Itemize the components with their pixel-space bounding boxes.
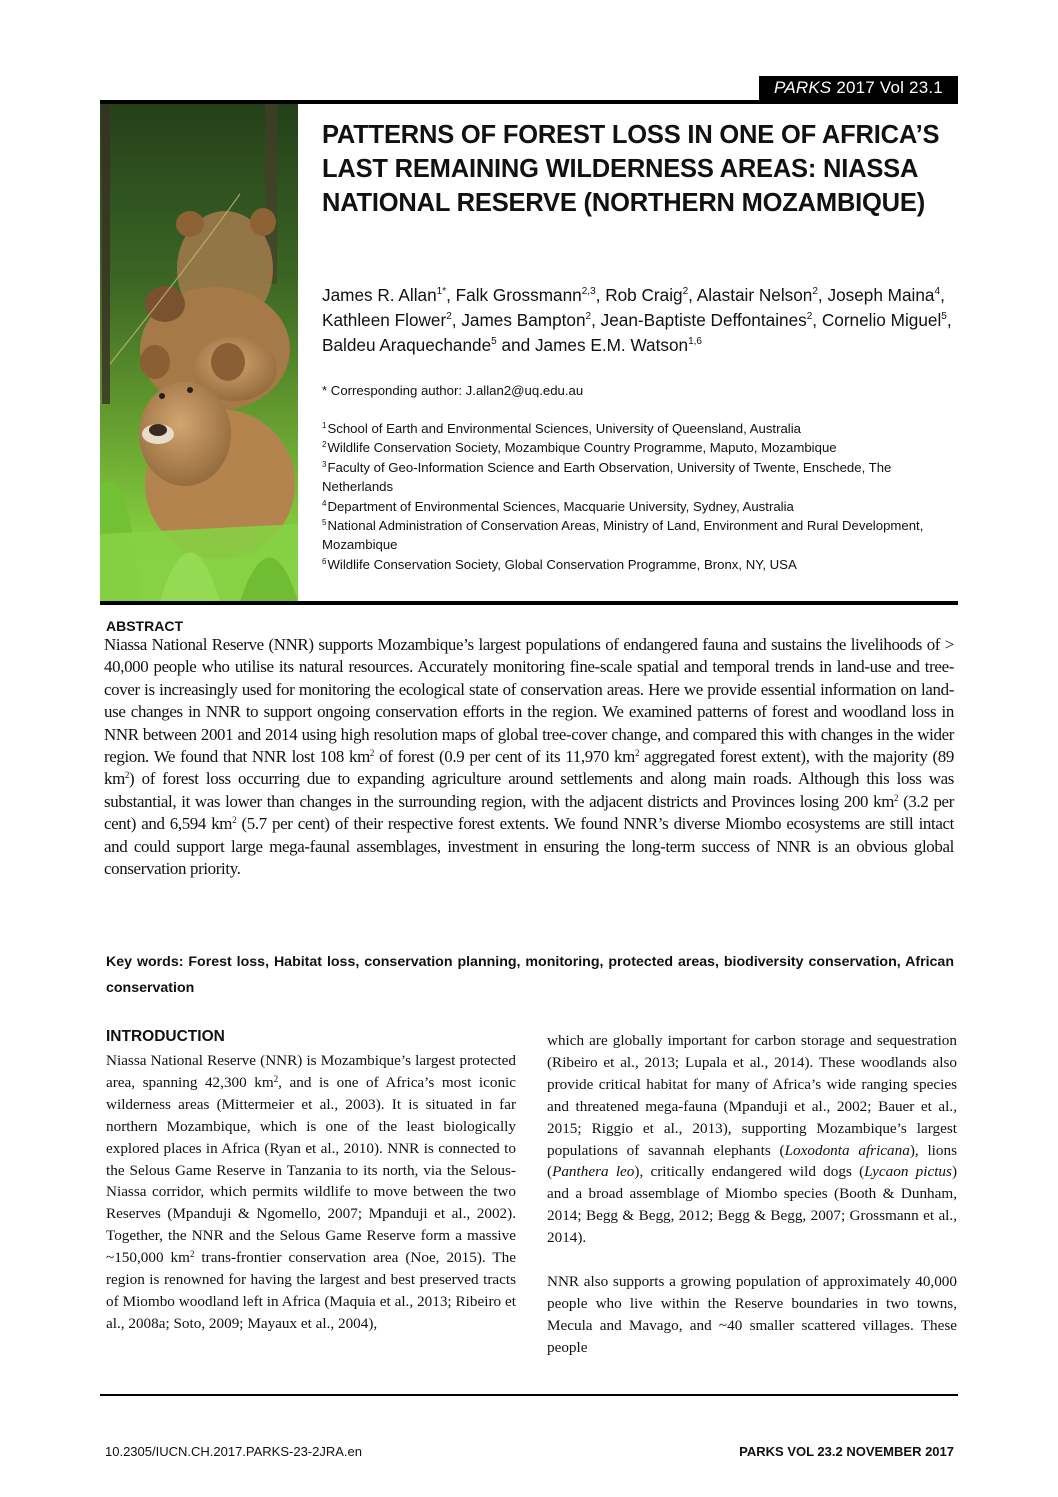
text-run: which are globally important for carbon storage and sequestration (Ribeiro et al., 2013; Lupala et al., 2014). These woodlands also provide critical habitat for many of Africa’s wide ranging species and threatened mega-fauna (Mpanduji et al., 2002; Bauer et al., 2015; Riggio et al., 2013), supporting Mozambique’s largest populations of savannah elephants (	[547, 1032, 957, 1159]
author-affiliation-marker: 1*	[436, 286, 447, 297]
author-list: James R. Allan$^{1*}$, Falk Grossmann$^{2,3}$, Rob Craig$^2$, Alastair Nelson$^2$, Joseph Maina$^4$, Kathleen Flower$^2$, James Bampton$^2$, Jean-Baptiste Deffontaines$^2$, Cornelio Miguel$^5$, Baldeu Araquechande$^5$ and James E.M. Watson$^{1,6}$	[322, 285, 952, 355]
author-name: Alastair Nelson	[696, 285, 813, 305]
author-affiliation-marker: 2	[682, 286, 689, 297]
journal-name: PARKS	[774, 78, 832, 97]
author-affiliation-marker: 4	[934, 286, 941, 297]
intro-left-column	[106, 1050, 516, 1335]
keywords: Key words: Forest loss, Habitat loss, conservation planning, monitoring, protected areas, biodiversity conservation, African conservation	[106, 954, 954, 996]
affiliation-number: 4	[322, 498, 327, 508]
issue-label: PARKS VOL 23.2 NOVEMBER 2017	[739, 1444, 954, 1459]
doi-link[interactable]: 10.2305/IUCN.CH.2017.PARKS-23-2JRA.en	[105, 1444, 362, 1459]
affiliation-number: 3	[322, 459, 327, 469]
affiliation-item: $^4$Department of Environmental Sciences, Macquarie University, Sydney, Australia	[322, 498, 794, 514]
affiliation-number: 1	[322, 421, 327, 430]
affiliation-number: 6	[322, 556, 327, 566]
text-run: ), lions (	[547, 1141, 958, 1181]
journal-badge	[759, 76, 958, 100]
author-affiliation-marker: 1,6	[688, 336, 702, 347]
intro-right-column	[547, 1030, 957, 1359]
corresponding-author: * Corresponding author: J.allan2@uq.edu.au	[322, 383, 584, 398]
intro-paragraph-1: Niassa National Reserve (NNR) is Mozambique’s largest protected area, spanning 42,300 $km^2$, and is one of Africa’s most iconic wilderness areas (Mittermeier et al., 2003). It is situated in far northern Mozambique, which is one of the least biologically explored places in Africa (Ryan et al., 2010). NNR is connected to the Selous Game Reserve in Tanzania to its north, via the Selous-Niassa corridor, which permits wildlife to move between the two Reserves (Mpanduji & Ngomello, 2007; Mpanduji et al., 2002). Together, the NNR and the Selous Game Reserve form a massive ~150,000 $km^2$ trans-frontier conservation area (Noe, 2015). The region is renowned for having the largest and best preserved tracts of Miombo woodland left in Africa (Maquia et al., 2013; Ribeiro et al., 2008a; Soto, 2009; Mayaux et al., 2004),	[106, 1052, 517, 1332]
author-name: Jean-Baptiste Deffontaines	[600, 310, 807, 330]
affiliations-list	[322, 419, 962, 574]
author-name: James E.M. Watson	[534, 335, 689, 355]
author-name: Kathleen Flower	[322, 310, 447, 330]
intro-paragraph-2: NNR also supports a growing population of approximately 40,000 people who live within the Reserve boundaries in two towns, Mecula and Mavago, and ~40 smaller scattered villages. These people	[547, 1272, 957, 1356]
author-name: James R. Allan	[322, 285, 437, 305]
journal-volume: 2017 Vol 23.1	[831, 78, 943, 97]
intro-paragraph-1-continued	[547, 1030, 957, 1249]
affiliation-item: $^5$National Administration of Conservation Areas, Ministry of Land, Environment and Rural Development, Mozambique	[322, 518, 924, 553]
affiliation-item: $^3$Faculty of Geo-Information Science and Earth Observation, University of Twente, Enschede, The Netherlands	[322, 459, 892, 495]
introduction-heading: INTRODUCTION	[106, 1028, 225, 1045]
author-affiliation-marker: 5	[941, 311, 947, 322]
author-affiliation-marker: 2,3	[581, 286, 596, 297]
text-run: ), critically endangered wild dogs (	[634, 1163, 865, 1181]
affiliation-item: $^1$School of Earth and Environmental Sciences, University of Queensland, Australia	[322, 421, 801, 436]
affiliation-item: $^6$Wildlife Conservation Society, Global Conservation Programme, Bronx, NY, USA	[322, 556, 797, 572]
author-name: Rob Craig	[605, 285, 683, 305]
abstract-text: Niassa National Reserve (NNR) supports Mozambique’s largest populations of endangered fauna and sustains the livelihoods of > 40,000 people who utilise its natural resources. Accurately monitoring fine-scale spatial and temporal trends in land-use and tree-cover is increasingly used for monitoring the ecological state of conservation areas. Here we provide essential information on land-use changes in NNR to support ongoing conservation efforts in the region. We examined patterns of forest and woodland loss in NNR between 2001 and 2014 using high resolution maps of global tree-cover change, and compared this with changes in the wider region. We found that NNR lost 108 $km^2$ of forest (0.9 per cent of its 11,970 $km^2$ aggregated forest extent), with the majority (89 $km^2$) of forest loss occurring due to expanding agriculture around settlements and along main roads. Although this loss was substantial, it was lower than changes in the surrounding region, with the adjacent districts and Provinces losing 200 $km^2$ (3.2 per cent) and 6,594 $km^2$ (5.7 per cent) of their respective forest extents. We found NNR’s diverse Miombo ecosystems are still intact and could support large mega-faunal assemblages, investment in ensuring the long-term success of NNR is an obvious global conservation priority.	[104, 635, 954, 879]
species-name: Loxodonta africana	[784, 1141, 910, 1159]
species-name: Lycaon pictus	[864, 1163, 952, 1181]
author-affiliation-marker: 2	[806, 311, 813, 322]
author-affiliation-marker: 2	[585, 311, 592, 322]
author-name: James Bampton	[461, 310, 586, 330]
author-affiliation-marker: 2	[812, 286, 818, 297]
species-name: Panthera leo	[552, 1163, 635, 1181]
affiliation-item: $^2$Wildlife Conservation Society, Mozambique Country Programme, Maputo, Mozambique	[322, 440, 837, 456]
header-bottom-rule	[100, 601, 958, 605]
author-name: Joseph Maina	[827, 285, 935, 305]
lions-image-icon	[100, 104, 298, 601]
author-affiliation-marker: 5	[491, 336, 497, 347]
author-name: Cornelio Miguel	[821, 310, 942, 330]
author-name: Baldeu Araquechande	[322, 335, 492, 355]
cover-photo-lions	[100, 104, 298, 601]
abstract-heading: ABSTRACT	[106, 618, 183, 634]
article-title: PATTERNS OF FOREST LOSS IN ONE OF AFRICA’S LAST REMAINING WILDERNESS AREAS: NIASSA NATIONAL RESERVE (NORTHERN MOZAMBIQUE)	[322, 121, 940, 217]
footer-rule	[100, 1394, 958, 1396]
author-name: Falk Grossmann	[455, 285, 582, 305]
affiliation-number: 2	[322, 440, 327, 450]
text-run: ) and a broad assemblage of Miombo species (Booth & Dunham, 2014; Begg & Begg, 2012; Begg & Begg, 2007; Grossmann et al., 2014).	[547, 1163, 957, 1247]
author-affiliation-marker: 2	[446, 311, 452, 322]
affiliation-number: 5	[322, 518, 327, 528]
